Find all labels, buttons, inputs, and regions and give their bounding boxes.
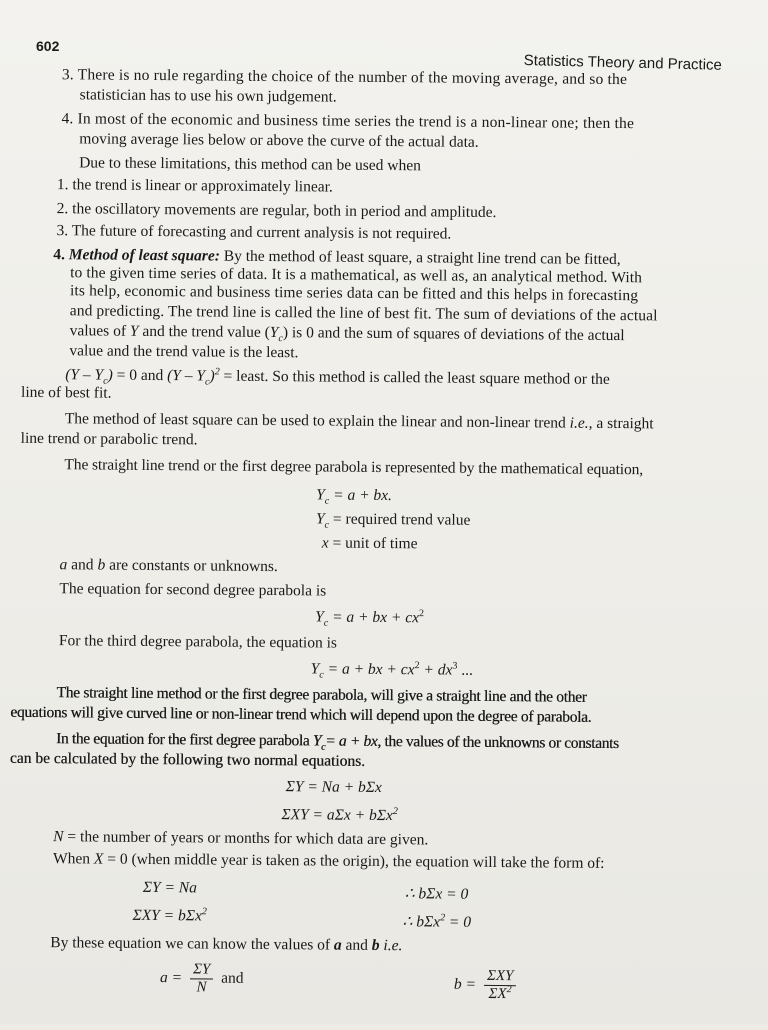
- text-line: [60, 556, 278, 576]
- text-span: are constants or unknowns.: [109, 556, 278, 576]
- text-span: = 0 and: [116, 366, 164, 385]
- text-span: = least. So this method is called the least square method or the: [223, 367, 610, 388]
- math-var: b: [97, 556, 106, 574]
- text-line: value and the trend value is the least.: [69, 342, 299, 362]
- equation: ∴ bΣx = 0: [404, 885, 469, 903]
- text-span: The method of least square can be used to explain the linear and non-linear trend: [64, 410, 566, 432]
- math-var: X: [93, 850, 104, 868]
- math-expr: ∴ bΣx: [402, 913, 441, 931]
- math-var: $Y_c$: [315, 608, 329, 629]
- text-line: statistician has to use his own judgement.: [79, 86, 337, 106]
- math-expr: = 0: [448, 913, 472, 931]
- math-expr: $(Y - Y_c)^2$: [167, 366, 220, 388]
- text-line: 3. The future of forecasting and current analysis is not required.: [56, 222, 452, 243]
- math-expr: b =: [453, 975, 477, 993]
- text-line: line trend or parabolic trend.: [20, 429, 198, 449]
- text-line: [70, 322, 625, 345]
- text-span: , the values of the unknowns or constants: [377, 732, 619, 753]
- text-span: values of: [69, 322, 127, 340]
- math-expr: $(Y - Y_c)$: [65, 366, 113, 387]
- text-span: and the trend value (: [142, 322, 270, 342]
- text-line: [65, 366, 610, 389]
- text-line: 4. In most of the economic and business time series the trend is a non-linear one; then the: [61, 110, 635, 133]
- text-line: line of best fit.: [21, 383, 112, 402]
- math-var: b: [371, 936, 380, 954]
- text-line: [50, 934, 402, 955]
- formula-b: [454, 968, 521, 1004]
- math-var: $Y_c$: [269, 324, 283, 345]
- text-line: equations will give curved line or non-linear trend which will depend upon the degree of parabola.: [10, 703, 592, 726]
- fraction-numerator: ΣY: [190, 961, 213, 979]
- fraction: [190, 961, 214, 996]
- fraction: [484, 968, 517, 1003]
- equation: ΣY = Na: [142, 878, 197, 897]
- math-expr: = a + bx.: [333, 486, 393, 505]
- text-span: and: [221, 969, 244, 987]
- equation: ∴ bΣx$^2$ = 0: [402, 912, 472, 931]
- text-line: For the third degree parabola, the equation is: [58, 632, 338, 652]
- text-line: can be calculated by the following two normal equations.: [9, 749, 366, 770]
- equation: $Y_c = a$ + bx + $cx^2$: [315, 608, 425, 629]
- equation: [322, 534, 418, 553]
- text-line: its help, economic and business time series data can be fitted and this helps in forecasting: [69, 282, 639, 305]
- equation: [316, 510, 471, 529]
- text-line: The equation for second degree parabola is: [59, 580, 327, 600]
- text-span: By these equation we can know the values of: [50, 934, 331, 954]
- text-line: The straight line method or the first degree parabola, will give a straight line and the other: [56, 684, 587, 706]
- text-span: By the method of least square, a straight line trend can be fitted,: [223, 247, 621, 269]
- equation: ΣXY = aΣx + bΣx$^2$: [281, 805, 398, 825]
- text-line: 1. the trend is linear or approximately linear.: [56, 176, 333, 196]
- text-line: The straight line trend or the first degree parabola is represented by the mathematical equation,: [64, 456, 644, 479]
- math-expr: = unit of time: [332, 534, 418, 553]
- text-line: 3. There is no rule regarding the choice of the number of the moving average, and so the: [61, 66, 628, 89]
- math-expr: = a + bx: [325, 732, 378, 750]
- text-line: and predicting. The trend line is called the line of best fit. The sum of deviations of the actual: [69, 302, 658, 325]
- math-var: $Y_c$: [315, 510, 330, 531]
- text-line: [53, 828, 428, 849]
- math-expr: ΣXY = aΣx + bΣx: [281, 806, 393, 825]
- fraction-denominator: $\Sigma X^2$: [488, 984, 512, 1003]
- math-expr: ΣXY = bΣx: [132, 906, 202, 925]
- math-var: a: [59, 556, 68, 574]
- math-expr: a =: [159, 969, 183, 987]
- math-var: x: [321, 534, 329, 552]
- math-expr: ΣX: [488, 985, 507, 1003]
- math-expr: = required trend value: [332, 510, 471, 529]
- text-span: , a straight: [588, 414, 654, 433]
- equation: [316, 486, 392, 505]
- math-var: $Y_c$: [310, 660, 324, 681]
- math-expr: + dx: [423, 661, 453, 679]
- text-span: In the equation for the first degree parabola: [56, 730, 310, 750]
- math-var: $Y_c$: [316, 486, 330, 507]
- text-line: [56, 730, 619, 753]
- fraction-denominator: N: [196, 979, 207, 996]
- math-var: Y: [129, 322, 139, 340]
- math-var: $Y_c$: [312, 732, 326, 753]
- equation: $Y_c = a$ + bx + $cx^2 + dx^3$ ...: [310, 660, 473, 681]
- text-span: i.e.: [569, 414, 589, 432]
- text-line: to the given time series of data. It is a mathematical, as well as, an analytical method. With: [70, 264, 643, 287]
- math-expr: = a + bx + cx: [332, 608, 420, 627]
- text-span: i.e.: [383, 937, 403, 955]
- term-heading: Method of least square:: [68, 246, 220, 265]
- math-var: N: [53, 828, 64, 846]
- text-line: [65, 410, 654, 433]
- text-line: [53, 850, 605, 873]
- text-span: ) is 0 and the sum of squares of deviations of the actual: [282, 324, 625, 345]
- item-number: 4.: [53, 246, 66, 264]
- equation: ΣXY = bΣx$^2$: [132, 906, 207, 925]
- text-span: and: [71, 556, 94, 574]
- page-number: 602: [36, 38, 60, 54]
- equation: ΣY = Na + bΣx: [285, 778, 382, 797]
- text-line: Due to these limitations, this method can be used when: [79, 154, 421, 175]
- text-line: moving average lies below or above the curve of the actual data.: [79, 130, 479, 151]
- formula-a: [160, 961, 244, 997]
- math-expr: = a + bx + cx: [327, 660, 415, 679]
- text-span: = 0 (when middle year is taken as the origin), the equation will take the form of:: [107, 850, 605, 872]
- text-line: 2. the oscillatory movements are regular, both in period and amplitude.: [56, 200, 497, 221]
- text-span: and: [345, 936, 369, 954]
- running-title: Statistics Theory and Practice: [523, 52, 723, 74]
- math-var: a: [333, 936, 342, 954]
- fraction-numerator: ΣXY: [484, 968, 517, 986]
- text-span: When: [52, 850, 91, 868]
- text-span: = the number of years or months for which data are given.: [67, 828, 429, 849]
